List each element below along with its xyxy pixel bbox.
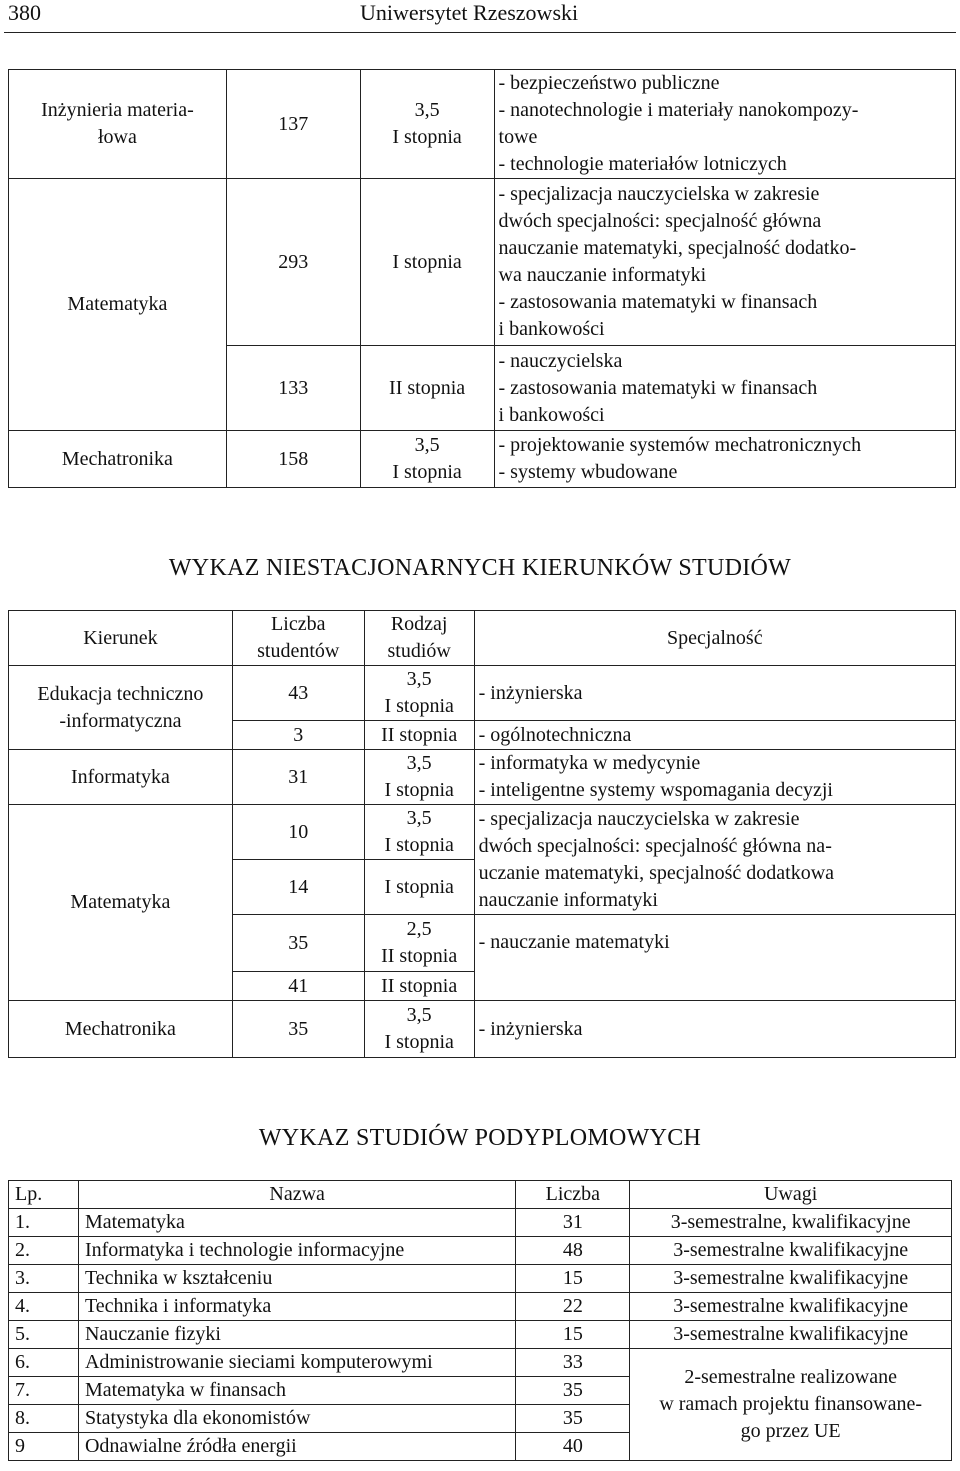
cell-nazwa: Administrowanie sieciami komputerowymi [78, 1349, 515, 1377]
cell-uwagi: 3-semestralne kwalifikacyjne [630, 1293, 952, 1321]
cell-kierunek: Inżynieria materia- łowa [9, 70, 227, 179]
cell-liczba: 31 [232, 750, 364, 805]
cell-lp: 3. [9, 1265, 79, 1293]
cell-nazwa: Odnawialne źródła energii [78, 1433, 515, 1461]
cell-rodzaj: 3,5 I stopnia [360, 70, 494, 179]
cell-rodzaj: 2,5 II stopnia [364, 915, 474, 972]
cell-uwagi: 3-semestralne kwalifikacyjne [630, 1321, 952, 1349]
cell-lp: 6. [9, 1349, 79, 1377]
cell-liczba: 41 [232, 972, 364, 1001]
cell-uwagi: 3-semestralne kwalifikacyjne [630, 1237, 952, 1265]
cell-nazwa: Nauczanie fizyki [78, 1321, 515, 1349]
cell-nazwa: Informatyka i technologie informacyjne [78, 1237, 515, 1265]
cell-specjalnosc: - projektowanie systemów mechatronicznych - systemy wbudowane [494, 431, 955, 488]
cell-liczba: 3 [232, 721, 364, 750]
cell-liczba: 158 [226, 431, 360, 488]
table-row [9, 179, 956, 346]
cell-nazwa: Matematyka [78, 1209, 515, 1237]
header-rodzaj: Rodzaj studiów [364, 611, 474, 666]
table-row [9, 666, 956, 721]
cell-rodzaj: 3,5 I stopnia [364, 750, 474, 805]
cell-kierunek: Matematyka [9, 805, 233, 1001]
table-podyplomowe [8, 1180, 952, 1461]
table-row [9, 1321, 952, 1349]
cell-liczba: 31 [516, 1209, 630, 1237]
table-row [9, 431, 956, 488]
cell-specjalnosc: - inżynierska [474, 1001, 955, 1058]
cell-lp: 9 [9, 1433, 79, 1461]
cell-nazwa: Technika i informatyka [78, 1293, 515, 1321]
table-header-row [9, 611, 956, 666]
table-row [9, 1265, 952, 1293]
cell-rodzaj: 3,5 I stopnia [364, 1001, 474, 1058]
cell-specjalnosc: - nauczanie matematyki [474, 915, 955, 1001]
header-nazwa: Nazwa [78, 1181, 515, 1209]
cell-liczba: 10 [232, 805, 364, 860]
cell-rodzaj: 3,5 I stopnia [364, 666, 474, 721]
table-row [9, 1349, 952, 1377]
cell-kierunek: Informatyka [9, 750, 233, 805]
cell-liczba: 33 [516, 1349, 630, 1377]
header-specjalnosc: Specjalność [474, 611, 955, 666]
cell-rodzaj: II stopnia [364, 721, 474, 750]
cell-liczba: 14 [232, 860, 364, 915]
table-row [9, 70, 956, 179]
cell-liczba: 133 [226, 346, 360, 431]
cell-specjalnosc: - informatyka w medycynie - inteligentne systemy wspomagania decyzji [474, 750, 955, 805]
cell-nazwa: Statystyka dla ekonomistów [78, 1405, 515, 1433]
cell-rodzaj: I stopnia [364, 860, 474, 915]
page-header [0, 0, 960, 34]
cell-specjalnosc: - inżynierska [474, 666, 955, 721]
table-row [9, 750, 956, 805]
cell-lp: 8. [9, 1405, 79, 1433]
cell-liczba: 48 [516, 1237, 630, 1265]
cell-rodzaj: II stopnia [360, 346, 494, 431]
cell-uwagi-merged: 2-semestralne realizowane w ramach projektu finansowane- go przez UE [630, 1349, 952, 1461]
cell-specjalnosc: - specjalizacja nauczycielska w zakresie dwóch specjalności: specjalność główna nauczanie matematyki, specjalność dodatko- wa nauczanie informatyki - zastosowania matematyki w finansach i bankowości [494, 179, 955, 346]
header-lp: Lp. [9, 1181, 79, 1209]
page-number: 380 [8, 0, 41, 25]
header-liczba: Liczba studentów [232, 611, 364, 666]
section-title-podyplomowe: WYKAZ STUDIÓW PODYPLOMOWYCH [258, 1125, 702, 1151]
cell-liczba: 35 [232, 915, 364, 972]
cell-uwagi: 3-semestralne, kwalifikacyjne [630, 1209, 952, 1237]
cell-liczba: 293 [226, 179, 360, 346]
cell-nazwa: Technika w kształceniu [78, 1265, 515, 1293]
table-row [9, 1001, 956, 1058]
cell-kierunek: Matematyka [9, 179, 227, 431]
cell-lp: 4. [9, 1293, 79, 1321]
cell-rodzaj: 3,5 I stopnia [360, 431, 494, 488]
cell-kierunek: Edukacja techniczno -informatyczna [9, 666, 233, 750]
table-niestacjonarne [8, 610, 956, 1058]
cell-specjalnosc: - bezpieczeństwo publiczne - nanotechnologie i materiały nanokompozy- towe - technologie materiałów lotniczych [494, 70, 955, 179]
cell-lp: 7. [9, 1377, 79, 1405]
cell-liczba: 40 [516, 1433, 630, 1461]
cell-liczba: 35 [516, 1405, 630, 1433]
header-kierunek: Kierunek [9, 611, 233, 666]
running-title: Uniwersytet Rzeszowski [360, 0, 579, 25]
header-rule [4, 32, 956, 33]
cell-specjalnosc: - specjalizacja nauczycielska w zakresie dwóch specjalności: specjalność główna na- uczanie matematyki, specjalność dodatkowa nauczanie informatyki [474, 805, 955, 915]
table-row [9, 1293, 952, 1321]
header-uwagi: Uwagi [630, 1181, 952, 1209]
cell-lp: 2. [9, 1237, 79, 1265]
cell-uwagi: 3-semestralne kwalifikacyjne [630, 1265, 952, 1293]
cell-liczba: 137 [226, 70, 360, 179]
cell-rodzaj: II stopnia [364, 972, 474, 1001]
table-row [9, 805, 956, 860]
table-header-row [9, 1181, 952, 1209]
cell-nazwa: Matematyka w finansach [78, 1377, 515, 1405]
cell-liczba: 43 [232, 666, 364, 721]
cell-liczba: 15 [516, 1321, 630, 1349]
cell-liczba: 35 [232, 1001, 364, 1058]
header-liczba: Liczba [516, 1181, 630, 1209]
cell-rodzaj: 3,5 I stopnia [364, 805, 474, 860]
cell-lp: 1. [9, 1209, 79, 1237]
section-title-niestacjonarne: WYKAZ NIESTACJONARNYCH KIERUNKÓW STUDIÓW [168, 555, 792, 581]
table-stacjonarne-continuation [8, 69, 956, 488]
cell-kierunek: Mechatronika [9, 1001, 233, 1058]
cell-lp: 5. [9, 1321, 79, 1349]
table-row [9, 1237, 952, 1265]
cell-rodzaj: I stopnia [360, 179, 494, 346]
cell-specjalnosc: - ogólnotechniczna [474, 721, 955, 750]
cell-liczba: 35 [516, 1377, 630, 1405]
cell-liczba: 22 [516, 1293, 630, 1321]
cell-kierunek: Mechatronika [9, 431, 227, 488]
cell-liczba: 15 [516, 1265, 630, 1293]
table-row [9, 1209, 952, 1237]
cell-specjalnosc: - nauczycielska - zastosowania matematyki w finansach i bankowości [494, 346, 955, 431]
